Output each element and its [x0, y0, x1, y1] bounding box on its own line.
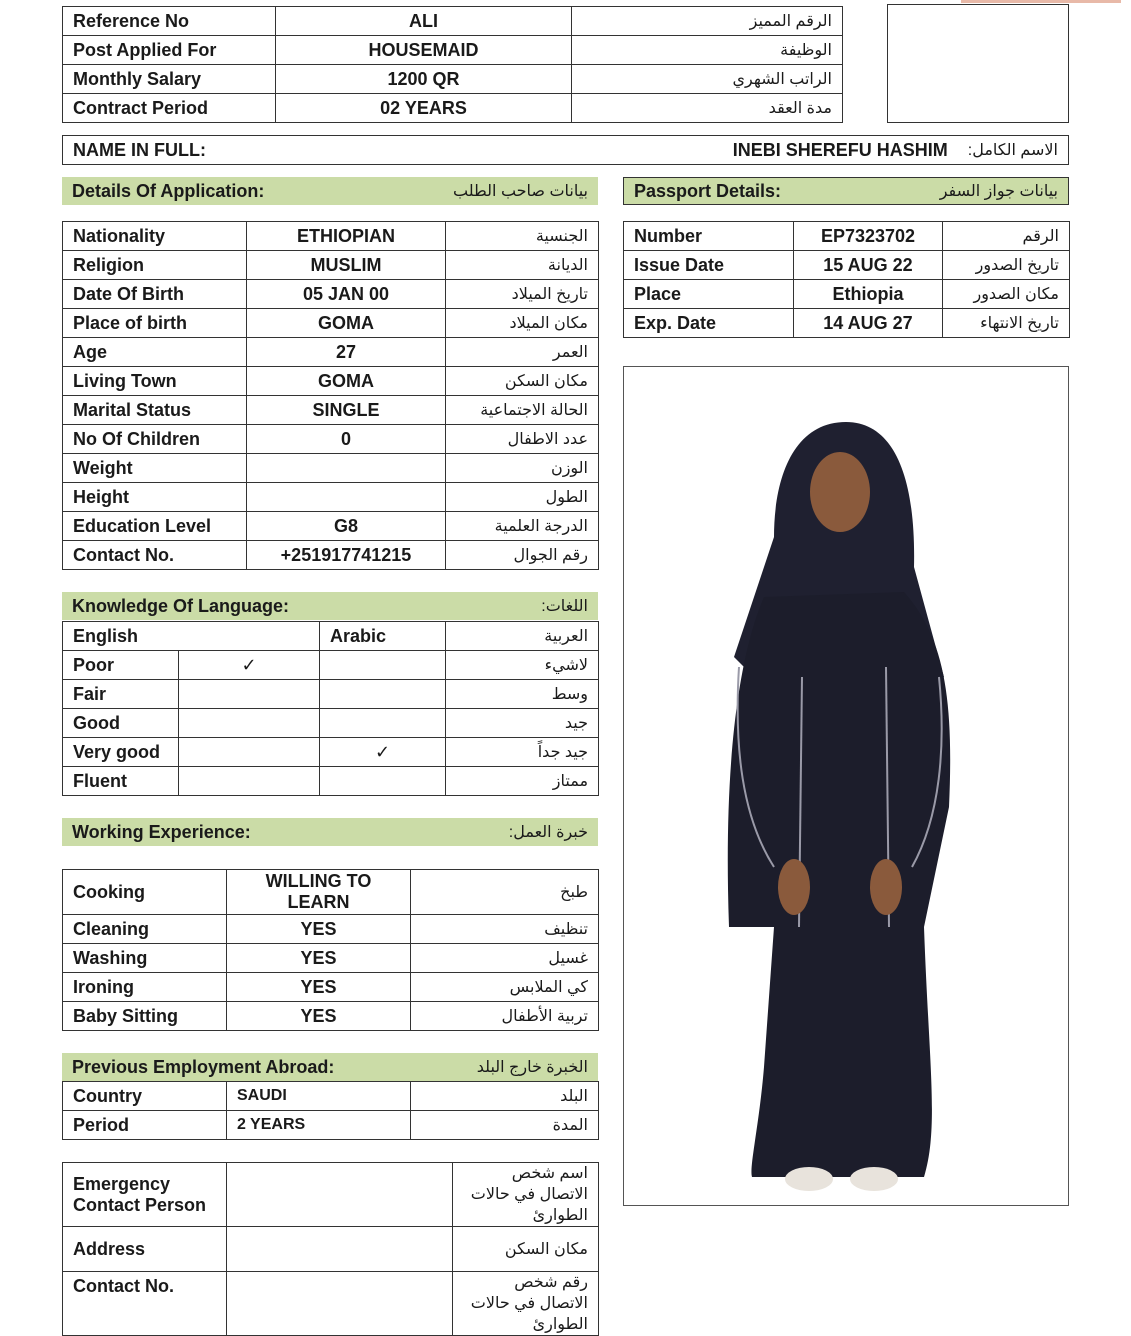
details-arabic: عدد الاطفال [446, 425, 599, 454]
language-english-mark: ✓ [179, 651, 320, 680]
passport-label: Exp. Date [624, 309, 794, 338]
header-value: 1200 QR [276, 65, 572, 94]
details-arabic: الدرجة العلمية [446, 512, 599, 541]
emergency-row [63, 1163, 599, 1227]
language-title-arabic: اللغات: [541, 598, 588, 615]
passport-value: Ethiopia [794, 280, 943, 309]
emergency-label: Emergency Contact Person [63, 1163, 227, 1227]
details-value: +251917741215 [247, 541, 446, 570]
experience-label: Cooking [63, 870, 227, 915]
name-row [62, 135, 1069, 165]
abroad-label: Period [63, 1111, 227, 1140]
language-band [62, 592, 598, 620]
experience-label: Ironing [63, 973, 227, 1002]
details-value: GOMA [247, 367, 446, 396]
abroad-band [62, 1053, 598, 1081]
details-value: 0 [247, 425, 446, 454]
passport-table [623, 221, 1070, 338]
experience-label: Washing [63, 944, 227, 973]
experience-value: YES [227, 973, 411, 1002]
details-label: Place of birth [63, 309, 247, 338]
details-arabic: الوزن [446, 454, 599, 483]
abroad-title: Previous Employment Abroad: [72, 1056, 335, 1077]
language-arabic-mark [320, 709, 446, 738]
language-row [63, 680, 599, 709]
details-value: GOMA [247, 309, 446, 338]
details-arabic: العمر [446, 338, 599, 367]
abroad-row [63, 1082, 599, 1111]
header-row [63, 7, 843, 36]
language-row [63, 651, 599, 680]
header-arabic: الراتب الشهري [572, 65, 843, 94]
language-english-header: English [63, 622, 320, 651]
language-row [63, 767, 599, 796]
details-row [63, 512, 599, 541]
passport-label: Number [624, 222, 794, 251]
details-value: ETHIOPIAN [247, 222, 446, 251]
abroad-arabic: المدة [411, 1111, 599, 1140]
name-label: NAME IN FULL: [73, 139, 206, 160]
experience-arabic: تنظيف [411, 915, 599, 944]
details-row [63, 251, 599, 280]
experience-value: YES [227, 1002, 411, 1031]
experience-arabic: طبخ [411, 870, 599, 915]
passport-row [624, 251, 1070, 280]
header-row [63, 65, 843, 94]
passport-label: Place [624, 280, 794, 309]
language-arabic-mark [320, 651, 446, 680]
details-label: Height [63, 483, 247, 512]
emergency-arabic: اسم شخص الاتصال في حالات الطوارئ [453, 1163, 599, 1227]
experience-title-arabic: خبرة العمل: [508, 824, 588, 841]
language-level: Very good [63, 738, 179, 767]
header-arabic: مدة العقد [572, 94, 843, 123]
details-row [63, 309, 599, 338]
details-title: Details Of Application: [72, 180, 265, 201]
details-value: G8 [247, 512, 446, 541]
passport-value: EP7323702 [794, 222, 943, 251]
details-arabic: الحالة الاجتماعية [446, 396, 599, 425]
experience-arabic: غسيل [411, 944, 599, 973]
passport-arabic: مكان الصدور [943, 280, 1070, 309]
abroad-value: SAUDI [227, 1082, 411, 1111]
details-row [63, 425, 599, 454]
language-english-mark [179, 738, 320, 767]
details-arabic: الطول [446, 483, 599, 512]
details-title-arabic: بيانات صاحب الطلب [453, 183, 588, 200]
details-row [63, 454, 599, 483]
details-label: Weight [63, 454, 247, 483]
language-arabic-header: Arabic [320, 622, 446, 651]
details-row [63, 483, 599, 512]
language-arabic-mark [320, 680, 446, 709]
header-label: Contract Period [63, 94, 276, 123]
header-value: ALI [276, 7, 572, 36]
language-arabic-mark: ✓ [320, 738, 446, 767]
header-table [62, 6, 843, 123]
details-value [247, 483, 446, 512]
header-value: HOUSEMAID [276, 36, 572, 65]
experience-row [63, 973, 599, 1002]
details-row [63, 541, 599, 570]
language-level: Fluent [63, 767, 179, 796]
experience-arabic: تربية الأطفال [411, 1002, 599, 1031]
candidate-figure [624, 367, 1068, 1205]
abroad-title-arabic: الخبرة خارج البلد [476, 1059, 588, 1076]
language-title: Knowledge Of Language: [72, 595, 290, 616]
language-english-mark [179, 680, 320, 709]
language-table [62, 621, 599, 796]
emergency-value [227, 1227, 453, 1272]
passport-value: 15 AUG 22 [794, 251, 943, 280]
details-row [63, 280, 599, 309]
language-arabic-mark [320, 767, 446, 796]
details-row [63, 396, 599, 425]
small-photo-box [887, 4, 1069, 123]
language-level: Good [63, 709, 179, 738]
header-arabic: الرقم المميز [572, 7, 843, 36]
header-row [63, 94, 843, 123]
emergency-value [227, 1163, 453, 1227]
header-arabic: الوظيفة [572, 36, 843, 65]
experience-title: Working Experience: [72, 821, 251, 842]
experience-row [63, 915, 599, 944]
language-english-mark [179, 767, 320, 796]
passport-title-arabic: بيانات جواز السفر [939, 183, 1058, 200]
details-value [247, 454, 446, 483]
details-arabic: مكان الميلاد [446, 309, 599, 338]
experience-row [63, 944, 599, 973]
emergency-row [63, 1227, 599, 1272]
details-row [63, 338, 599, 367]
language-level-arabic: وسط [446, 680, 599, 709]
details-label: Living Town [63, 367, 247, 396]
emergency-arabic: رقم شخص الاتصال في حالات الطوارئ [453, 1272, 599, 1336]
experience-arabic: كي الملابس [411, 973, 599, 1002]
passport-row [624, 280, 1070, 309]
passport-band [623, 177, 1069, 205]
abroad-table [62, 1081, 599, 1140]
passport-arabic: تاريخ الانتهاء [943, 309, 1070, 338]
language-row [63, 709, 599, 738]
abroad-row [63, 1111, 599, 1140]
details-label: No Of Children [63, 425, 247, 454]
passport-row [624, 222, 1070, 251]
details-arabic: مكان السكن [446, 367, 599, 396]
name-arabic: الاسم الكامل: [967, 142, 1058, 159]
header-label: Monthly Salary [63, 65, 276, 94]
header-label: Post Applied For [63, 36, 276, 65]
language-arabic-header-ar: العربية [446, 622, 599, 651]
full-name: INEBI SHEREFU HASHIM [732, 139, 948, 160]
details-arabic: الديانة [446, 251, 599, 280]
details-band [62, 177, 598, 205]
top-accent-stripe [961, 0, 1121, 3]
details-label: Age [63, 338, 247, 367]
details-value: MUSLIM [247, 251, 446, 280]
experience-label: Baby Sitting [63, 1002, 227, 1031]
details-label: Religion [63, 251, 247, 280]
experience-table [62, 869, 599, 1031]
details-value: 05 JAN 00 [247, 280, 446, 309]
experience-value: YES [227, 944, 411, 973]
emergency-row [63, 1272, 599, 1336]
details-label: Education Level [63, 512, 247, 541]
language-level: Fair [63, 680, 179, 709]
details-value: SINGLE [247, 396, 446, 425]
passport-arabic: الرقم [943, 222, 1070, 251]
abroad-label: Country [63, 1082, 227, 1111]
language-level-arabic: جيد [446, 709, 599, 738]
experience-band [62, 818, 598, 846]
details-label: Date Of Birth [63, 280, 247, 309]
details-arabic: الجنسية [446, 222, 599, 251]
details-row [63, 367, 599, 396]
language-row [63, 738, 599, 767]
emergency-label: Address [63, 1227, 227, 1272]
experience-label: Cleaning [63, 915, 227, 944]
passport-arabic: تاريخ الصدور [943, 251, 1070, 280]
details-row [63, 222, 599, 251]
header-row [63, 36, 843, 65]
details-table [62, 221, 599, 570]
emergency-arabic: مكان السكن [453, 1227, 599, 1272]
passport-label: Issue Date [624, 251, 794, 280]
passport-value: 14 AUG 27 [794, 309, 943, 338]
header-value: 02 YEARS [276, 94, 572, 123]
emergency-value [227, 1272, 453, 1336]
emergency-label: Contact No. [63, 1272, 227, 1336]
experience-row [63, 1002, 599, 1031]
details-label: Contact No. [63, 541, 247, 570]
header-label: Reference No [63, 7, 276, 36]
language-level-arabic: ممتاز [446, 767, 599, 796]
passport-title: Passport Details: [634, 180, 782, 201]
language-level-arabic: لاشيء [446, 651, 599, 680]
language-level: Poor [63, 651, 179, 680]
passport-row [624, 309, 1070, 338]
experience-value: YES [227, 915, 411, 944]
details-arabic: تاريخ الميلاد [446, 280, 599, 309]
language-header-row [63, 622, 599, 651]
experience-value: WILLING TO LEARN [227, 870, 411, 915]
details-arabic: رقم الجوال [446, 541, 599, 570]
language-english-mark [179, 709, 320, 738]
language-level-arabic: جيد جداً [446, 738, 599, 767]
details-label: Nationality [63, 222, 247, 251]
experience-row [63, 870, 599, 915]
abroad-value: 2 YEARS [227, 1111, 411, 1140]
emergency-table [62, 1162, 599, 1336]
candidate-photo [623, 366, 1069, 1206]
details-label: Marital Status [63, 396, 247, 425]
details-value: 27 [247, 338, 446, 367]
abroad-arabic: البلد [411, 1082, 599, 1111]
